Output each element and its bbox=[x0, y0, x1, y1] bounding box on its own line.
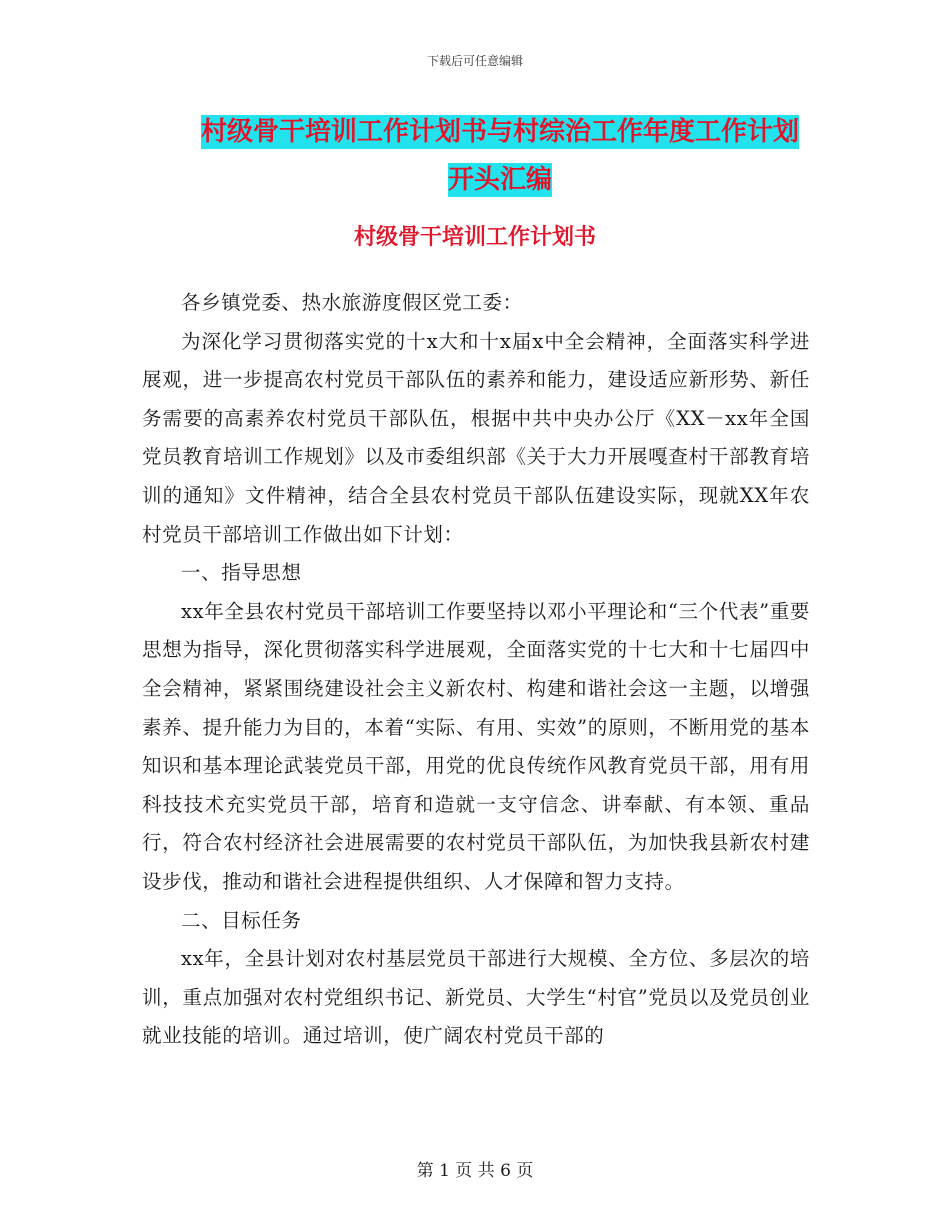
document-title-line-2: 开头汇编 bbox=[447, 165, 552, 195]
page-number-footer: 第 1 页 共 6 页 bbox=[416, 1161, 534, 1181]
heading-guiding-ideology: 一、指导思想 bbox=[181, 561, 302, 585]
objectives-paragraph: xx年，全县计划对农村基层党员干部进行大规模、全方位、多层次的培训，重点加强对农村党组织书记、新党员、大学生“村官”党员以及党员创业就业技能的培训。通过培训，使广阔农村党员干部的 bbox=[142, 947, 810, 1048]
document-title-line-1: 村级骨干培训工作计划书与村综治工作年度工作计划 bbox=[200, 117, 799, 147]
document-body bbox=[142, 284, 810, 1056]
header-note: 下载后可任意编辑 bbox=[426, 54, 523, 68]
section-title: 村级骨干培训工作计划书 bbox=[353, 225, 596, 250]
intro-paragraph: 为深化学习贯彻落实党的十x大和十x届x中全会精神，全面落实科学进展观，进一步提高农村党员干部队伍的素养和能力，建设适应新形势、新任务需要的高素养农村党员干部队伍，根据中共中央办公厅《XX－xx年全国党员教育培训工作规划》以及市委组织部《关于大力开展嘎查村干部教育培训的通知》文件精神，结合全县农村党员干部队伍建设实际，现就XX年农村党员干部培训工作做出如下计划： bbox=[142, 329, 810, 546]
guiding-ideology-paragraph: xx年全县农村党员干部培训工作要坚持以邓小平理论和“三个代表”重要思想为指导，深化贯彻落实科学进展观，全面落实党的十七大和十七届四中全会精神，紧紧围绕建设社会主义新农村、构建和谐社会这一主题，以增强素养、提升能力为目的，本着“实际、有用、实效”的原则，不断用党的基本知识和基本理论武装党员干部，用党的优良传统作风教育党员干部，用有用科技技术充实党员干部，培育和造就一支守信念、讲奉献、有本领、重品行，符合农村经济社会进展需要的农村党员干部队伍，为加快我县新农村建设步伐，推动和谐社会进程提供组织、人才保障和智力支持。 bbox=[142, 599, 810, 893]
salutation-paragraph: 各乡镇党委、热水旅游度假区党工委： bbox=[181, 291, 523, 314]
heading-objectives: 二、目标任务 bbox=[181, 908, 302, 932]
document-title bbox=[190, 108, 810, 204]
